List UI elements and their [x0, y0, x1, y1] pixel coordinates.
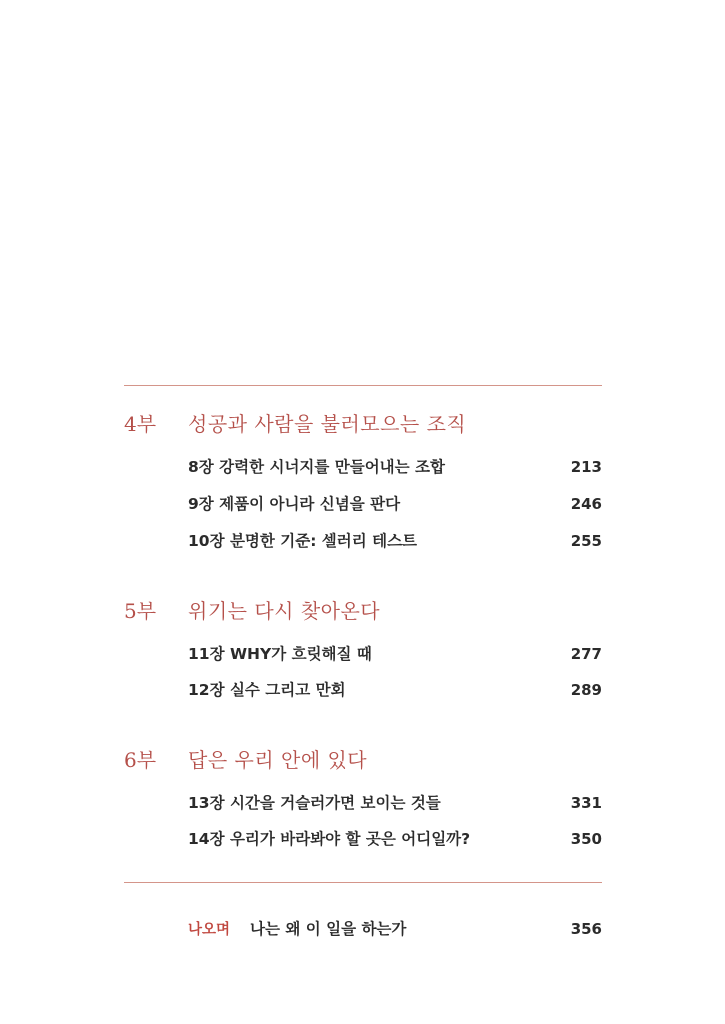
toc-entry[interactable] [188, 529, 602, 551]
page-number: 350 [570, 830, 602, 848]
part-number: 4부 [124, 412, 157, 436]
part-number: 5부 [124, 599, 157, 623]
chapter-title: 12장 실수 그리고 만회 [188, 681, 346, 699]
page-number: 356 [570, 920, 602, 938]
epilogue-title: 나는 왜 이 일을 하는가 [250, 920, 407, 938]
page-number: 255 [570, 532, 602, 550]
chapter-title: 9장 제품이 아니라 신념을 판다 [188, 495, 401, 513]
chapter-title: 14장 우리가 바라봐야 할 곳은 어디일까? [188, 830, 471, 848]
toc-entry[interactable] [188, 492, 602, 514]
toc-entry[interactable] [188, 642, 602, 664]
toc-entry[interactable] [188, 455, 602, 477]
toc-entry[interactable] [188, 791, 602, 813]
toc-entry[interactable] [188, 678, 602, 700]
epilogue-entry[interactable] [188, 917, 602, 939]
top-divider [124, 385, 602, 386]
toc-entry[interactable] [188, 827, 602, 849]
epilogue-heading [188, 917, 406, 939]
part-title: 성공과 사람을 불러모으는 조직 [188, 412, 467, 436]
chapter-title: 10장 분명한 기준: 셀러리 테스트 [188, 532, 418, 550]
page-number: 331 [570, 794, 602, 812]
part-title: 답은 우리 안에 있다 [188, 748, 368, 772]
bottom-divider [124, 882, 602, 883]
epilogue-label: 나오며 [188, 922, 231, 938]
chapter-title: 11장 WHY가 흐릿해질 때 [188, 645, 372, 663]
part-number: 6부 [124, 748, 157, 772]
page-number: 289 [570, 681, 602, 699]
chapter-title: 8장 강력한 시너지를 만들어내는 조합 [188, 458, 445, 476]
page-number: 246 [570, 495, 602, 513]
page-number: 213 [570, 458, 602, 476]
page-number: 277 [570, 645, 602, 663]
part-title: 위기는 다시 찾아온다 [188, 599, 381, 623]
chapter-title: 13장 시간을 거슬러가면 보이는 것들 [188, 794, 441, 812]
